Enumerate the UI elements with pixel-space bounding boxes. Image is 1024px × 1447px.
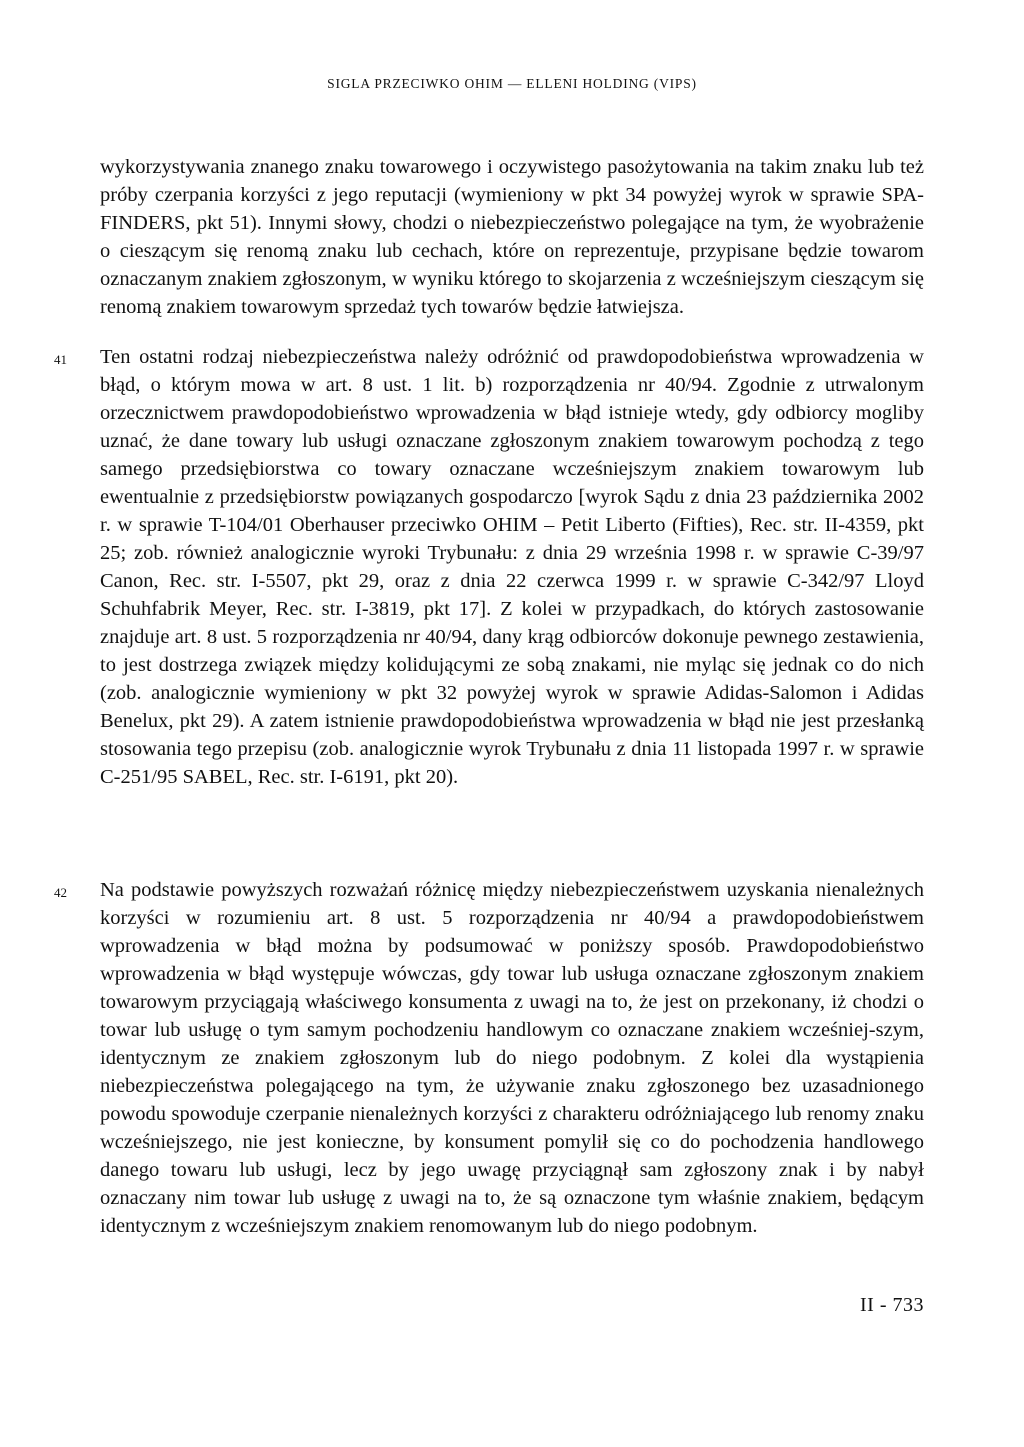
paragraph-number-41: 41 <box>54 352 67 367</box>
running-header: SIGLA PRZECIWKO OHIM — ELLENI HOLDING (VIPS) <box>327 76 697 91</box>
paragraph-continuation: wykorzystywania znanego znaku towarowego i oczywistego pasożytowania na takim znaku lub też próby czerpania korzyści z jego reputacji (wymieniony w pkt 34 powyżej wyrok w sprawie SPA-FINDERS, pkt 51). Innymi słowy, chodzi o niebezpieczeństwo polegające na tym, że wyobrażenie o cieszącym się renomą znaku lub cechach, które on reprezentuje, przypisane będzie towarom oznaczanym znakiem zgłoszonym, w wyniku którego to skojarzenia z wcześniejszym cieszącym się renomą znakiem towarowym sprzedaż tych towarów będzie łatwiejsza. <box>100 156 924 318</box>
paragraph-42: Na podstawie powyższych rozważań różnicę między niebezpieczeństwem uzyskania nienależnych korzyści w rozumieniu art. 8 ust. 5 rozporządzenia nr 40/94 a prawdopodobieństwem wprowadzenia w błąd można by podsumować w poniższy sposób. Prawdopodobieństwo wprowadzenia w błąd występuje wówczas, gdy towar lub usługa oznaczane zgłoszonym znakiem towarowym przyciągają właściwego konsumenta z uwagi na to, że jest on przekonany, iż chodzi o towar lub usługę o tym samym pochodzeniu handlowym co oznaczane znakiem wcześniej-szym, identycznym ze znakiem zgłoszonym lub do niego podobnym. Z kolei dla wystąpienia niebezpieczeństwa polegającego na tym, że używanie znaku zgłoszonego bez uzasadnionego powodu spowoduje czerpanie nienależnych korzyści z charakteru odróżniającego lub renomy znaku wcześniejszego, nie jest konieczne, by konsument pomylił się co do pochodzenia handlowego danego towaru lub usługi, lecz by jego uwagę przyciągnął sam zgłoszony znak i by nabył oznaczany nim towar lub usługę z uwagi na to, że są oznaczone tym właśnie znakiem, będącym identycznym z wcześniejszym znakiem renomowanym lub do niego podobnym. <box>100 879 924 1237</box>
paragraph-41: Ten ostatni rodzaj niebezpieczeństwa należy odróżnić od prawdopodobieństwa wprowadzenia w błąd, o którym mowa w art. 8 ust. 1 lit. b) rozporządzenia nr 40/94. Zgodnie z utrwalonym orzecznictwem prawdopodobieństwo wprowadzenia w błąd istnieje wtedy, gdy odbiorcy mogliby uznać, że dane towary lub usługi oznaczane zgłoszonym znakiem towarowym pochodzą z tego samego przedsiębiorstwa co towary oznaczane wcześniejszym znakiem towarowym lub ewentualnie z przedsiębiorstw powiązanych gospodarczo [wyrok Sądu z dnia 23 października 2002 r. w sprawie T-104/01 Oberhauser przeciwko OHIM – Petit Liberto (Fifties), Rec. str. II-4359, pkt 25; zob. również analogicznie wyroki Trybunału: z dnia 29 września 1998 r. w sprawie C-39/97 Canon, Rec. str. I-5507, pkt 29, oraz z dnia 22 czerwca 1999 r. w sprawie C-342/97 Lloyd Schuhfabrik Meyer, Rec. str. I-3819, pkt 17]. Z kolei w przypadkach, do których zastosowanie znajduje art. 8 ust. 5 rozporządzenia nr 40/94, dany krąg odbiorców dokonuje pewnego zestawienia, to jest dostrzega związek między kolidującymi ze sobą znakami, nie myląc się jednak co do nich (zob. analogicznie wymieniony w pkt 32 powyżej wyrok w sprawie Adidas-Salomon i Adidas Benelux, pkt 29). A zatem istnienie prawdopodobieństwa wprowadzenia w błąd nie jest przesłanką stosowania tego przepisu (zob. analogicznie wyrok Trybunału z dnia 11 listopada 1997 r. w sprawie C-251/95 SABEL, Rec. str. I-6191, pkt 20). <box>100 346 924 788</box>
page-number: II - 733 <box>860 1294 924 1316</box>
paragraph-number-42: 42 <box>54 885 67 900</box>
